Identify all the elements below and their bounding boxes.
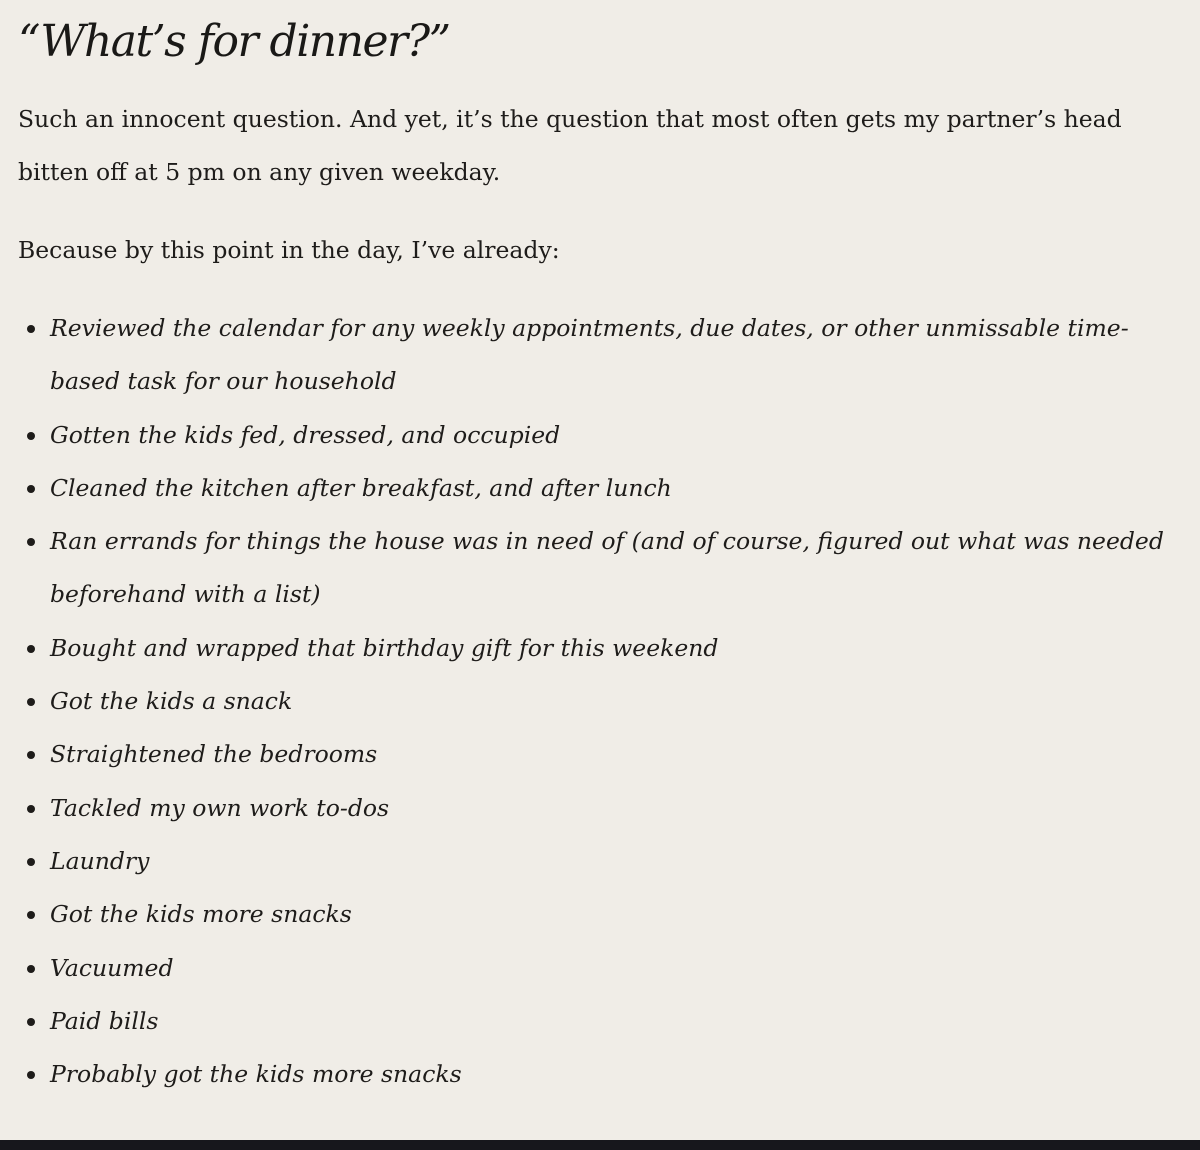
bullet-icon	[27, 432, 35, 440]
bullet-icon	[27, 485, 35, 493]
bullet-icon	[27, 965, 35, 973]
task-text: Paid bills	[50, 1006, 159, 1035]
bullet-icon	[27, 1071, 35, 1079]
task-text: Got the kids a snack	[50, 687, 293, 716]
task-text: Got the kids more snacks	[50, 900, 352, 929]
footer-bar	[0, 1140, 1200, 1150]
bullet-icon	[27, 325, 35, 333]
list-item	[18, 995, 1193, 1048]
list-item	[18, 1048, 1193, 1101]
task-text: Gotten the kids fed, dressed, and occupied	[50, 420, 561, 449]
list-item	[18, 675, 1193, 728]
list-item	[18, 515, 1193, 622]
task-text: Vacuumed	[50, 953, 174, 982]
list-item	[18, 942, 1193, 995]
bullet-icon	[27, 698, 35, 706]
task-text: Probably got the kids more snacks	[50, 1060, 462, 1089]
bullet-icon	[27, 858, 35, 866]
task-text: Tackled my own work to-dos	[50, 793, 390, 822]
task-text: Bought and wrapped that birthday gift for this weekend	[50, 633, 719, 662]
bullet-icon	[27, 538, 35, 546]
list-item	[18, 622, 1193, 675]
task-text: Ran errands for things the house was in need of (and of course, figured out what was needed beforehand with a list)	[50, 527, 1164, 609]
task-list	[18, 302, 1193, 1101]
list-item	[18, 409, 1193, 462]
task-text: Straightened the bedrooms	[50, 740, 378, 769]
intro-paragraph: Such an innocent question. And yet, it’s the question that most often gets my partner’s head bitten off at 5 pm on any given weekday.	[18, 105, 1122, 186]
lead-in-paragraph: Because by this point in the day, I’ve already:	[18, 236, 560, 264]
list-item	[18, 888, 1193, 941]
bullet-icon	[27, 1018, 35, 1026]
bullet-icon	[27, 645, 35, 653]
bullet-icon	[27, 911, 35, 919]
list-item	[18, 728, 1193, 781]
list-item	[18, 302, 1193, 409]
article-title: “What’s for dinner?”	[18, 16, 450, 67]
list-item	[18, 462, 1193, 515]
task-text: Laundry	[50, 846, 150, 875]
bullet-icon	[27, 751, 35, 759]
task-text: Reviewed the calendar for any weekly appointments, due dates, or other unmissable time-based task for our household	[50, 314, 1129, 396]
list-item	[18, 782, 1193, 835]
bullet-icon	[27, 805, 35, 813]
task-text: Cleaned the kitchen after breakfast, and after lunch	[50, 473, 672, 502]
list-item	[18, 835, 1193, 888]
